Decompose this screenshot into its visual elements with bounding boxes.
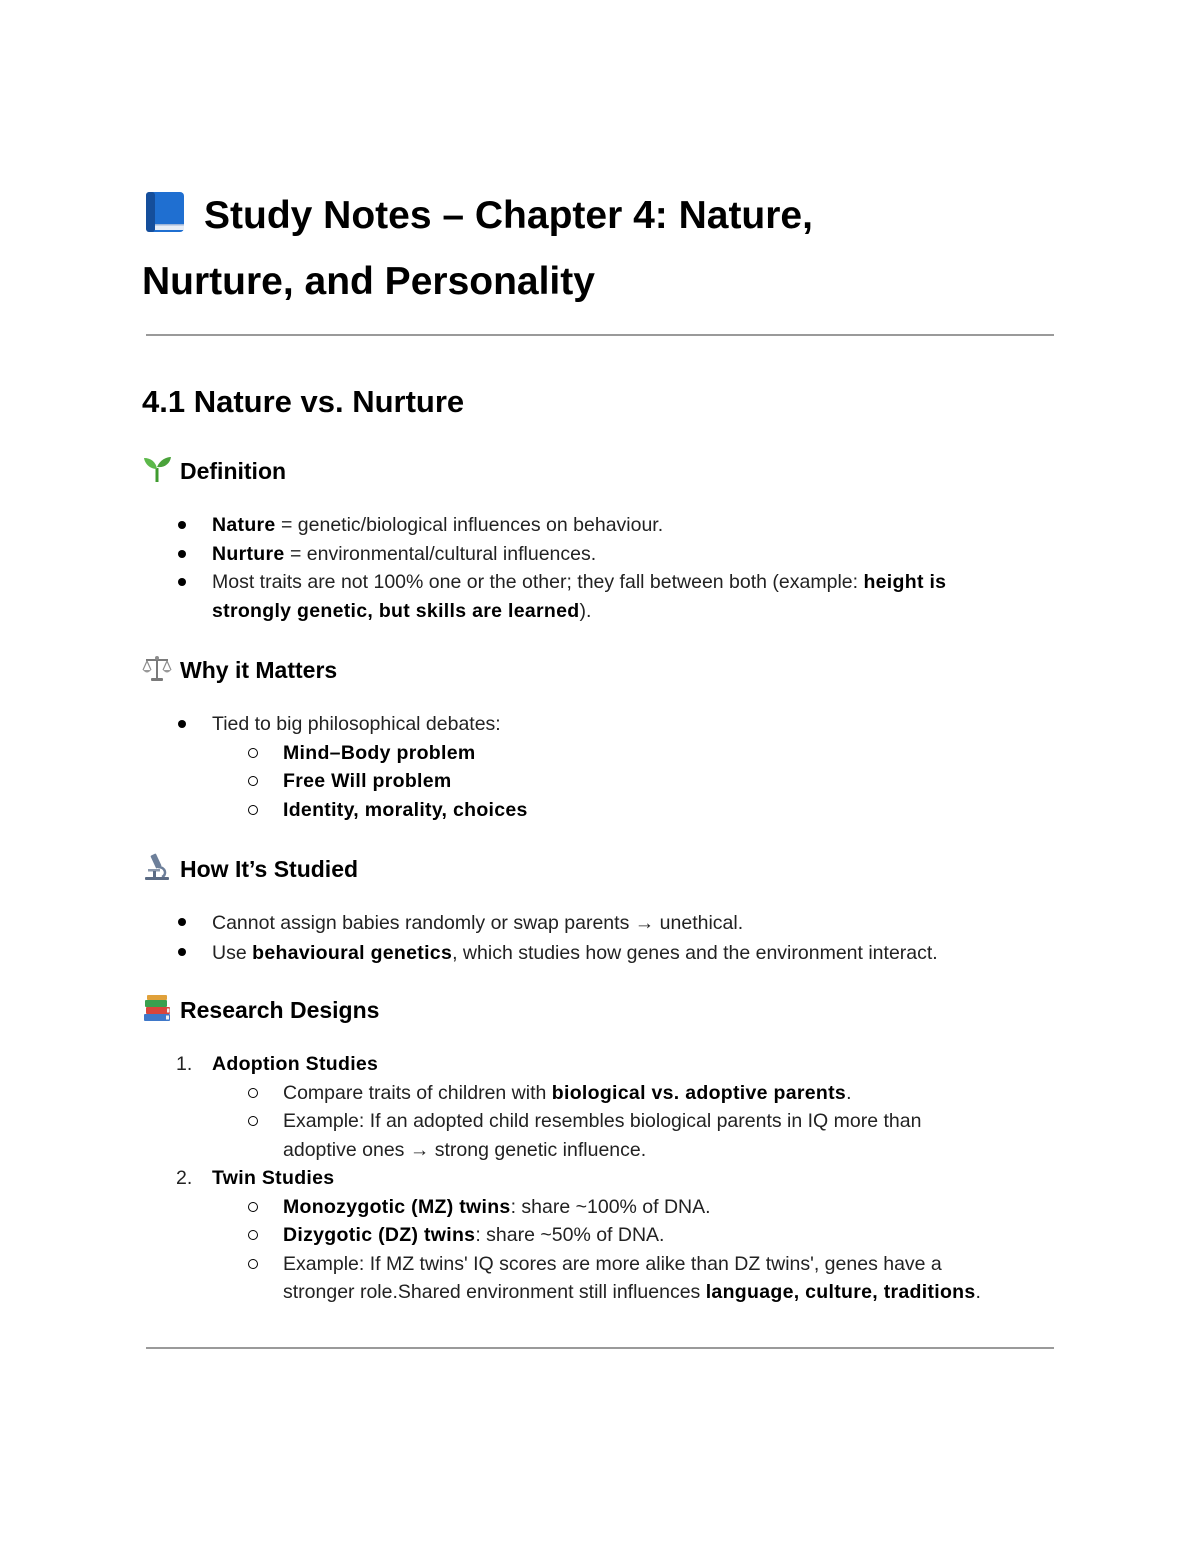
text: : share ~100% of DNA. bbox=[510, 1195, 711, 1218]
text: , which studies how genes and the environment interact. bbox=[452, 942, 938, 964]
list-subitem bbox=[142, 739, 1042, 768]
emphasis: height is bbox=[863, 571, 947, 593]
debate-item: Free Will problem bbox=[283, 770, 452, 792]
list-item bbox=[142, 908, 1042, 938]
bullet-dot bbox=[178, 720, 186, 728]
divider-top bbox=[146, 334, 1054, 336]
bullet-dot bbox=[178, 948, 186, 956]
bullet-dot bbox=[178, 918, 186, 926]
list-subitem bbox=[142, 1079, 1042, 1108]
divider-bottom bbox=[146, 1347, 1054, 1349]
how-studied-list bbox=[142, 908, 1042, 968]
title-line-2: Nurture, and Personality bbox=[142, 260, 595, 303]
research-designs-heading bbox=[142, 994, 379, 1025]
document-title-block bbox=[142, 186, 1054, 312]
text: stronger role.Shared environment still influences bbox=[283, 1281, 706, 1303]
item-number: 2. bbox=[176, 1167, 193, 1189]
emphasis: biological vs. adoptive parents bbox=[551, 1081, 847, 1104]
list-item bbox=[142, 511, 1042, 540]
term-nurture: Nurture bbox=[212, 542, 285, 565]
definition-text: = environmental/cultural influences. bbox=[284, 542, 597, 565]
how-studied-heading-text: How It’s Studied bbox=[180, 856, 359, 882]
seedling-icon bbox=[142, 455, 172, 483]
design-title: Adoption Studies bbox=[212, 1053, 379, 1075]
list-item bbox=[142, 710, 1042, 739]
bullet-circle bbox=[248, 1202, 258, 1212]
ordered-item bbox=[142, 1050, 1042, 1079]
emphasis: Dizygotic (DZ) twins bbox=[283, 1224, 476, 1246]
why-matters-list bbox=[142, 710, 1042, 824]
debate-item: Mind–Body problem bbox=[283, 741, 476, 764]
bullet-dot bbox=[178, 578, 186, 586]
list-subitem bbox=[142, 1221, 1042, 1250]
bullet-dot bbox=[178, 550, 186, 558]
list-subitem bbox=[142, 1193, 1042, 1222]
books-icon bbox=[142, 994, 172, 1022]
text: Example: If MZ twins' IQ scores are more alike than DZ twins', genes have a bbox=[283, 1252, 942, 1275]
list-item bbox=[142, 568, 1042, 625]
list-subitem bbox=[142, 1107, 1042, 1164]
ordered-item bbox=[142, 1164, 1042, 1193]
text: Use bbox=[212, 942, 253, 964]
bullet-circle bbox=[248, 1088, 258, 1098]
text: : share ~50% of DNA. bbox=[475, 1224, 665, 1246]
emphasis: strongly genetic, but skills are learned bbox=[212, 599, 580, 622]
item-number: 1. bbox=[176, 1053, 193, 1075]
text: ). bbox=[579, 599, 592, 622]
why-matters-heading-text: Why it Matters bbox=[180, 657, 338, 683]
definition-text: = genetic/biological influences on behaviour. bbox=[275, 514, 664, 536]
definition-list bbox=[142, 511, 1042, 625]
list-subitem bbox=[142, 1250, 1042, 1307]
section-heading: 4.1 Nature vs. Nurture bbox=[142, 384, 465, 419]
balance-scale-icon bbox=[142, 654, 172, 682]
emphasis: Monozygotic (MZ) twins bbox=[283, 1195, 511, 1218]
list-item bbox=[142, 540, 1042, 569]
design-title: Twin Studies bbox=[212, 1167, 335, 1189]
bullet-dot bbox=[178, 521, 186, 529]
text: Most traits are not 100% one or the other; they fall between both (example: bbox=[212, 571, 864, 593]
bullet-circle bbox=[248, 748, 258, 758]
definition-heading bbox=[142, 455, 286, 486]
text: . bbox=[846, 1081, 852, 1104]
research-designs-list bbox=[142, 1050, 1042, 1307]
debate-item: Identity, morality, choices bbox=[283, 798, 528, 821]
microscope-icon bbox=[142, 853, 172, 881]
text: Cannot assign babies randomly or swap parents → unethical. bbox=[212, 912, 744, 934]
bullet-circle bbox=[248, 1259, 258, 1269]
list-item bbox=[142, 938, 1042, 968]
text: Tied to big philosophical debates: bbox=[212, 713, 501, 735]
research-designs-heading-text: Research Designs bbox=[180, 997, 380, 1023]
term-nature: Nature bbox=[212, 514, 276, 536]
bullet-circle bbox=[248, 776, 258, 786]
why-matters-heading bbox=[142, 654, 337, 685]
text: Example: If an adopted child resembles biological parents in IQ more than bbox=[283, 1110, 922, 1132]
bullet-circle bbox=[248, 805, 258, 815]
text: Compare traits of children with bbox=[283, 1081, 552, 1104]
title-line-1: Study Notes – Chapter 4: Nature, bbox=[204, 194, 813, 237]
blue-book-icon bbox=[142, 190, 188, 252]
emphasis: behavioural genetics bbox=[252, 942, 453, 964]
list-subitem bbox=[142, 767, 1042, 796]
emphasis: language, culture, traditions bbox=[705, 1281, 976, 1303]
text: . bbox=[975, 1281, 981, 1303]
bullet-circle bbox=[248, 1230, 258, 1240]
how-studied-heading bbox=[142, 853, 358, 884]
page-title bbox=[142, 186, 1054, 312]
text: adoptive ones → strong genetic influence. bbox=[283, 1138, 647, 1161]
bullet-circle bbox=[248, 1116, 258, 1126]
list-subitem bbox=[142, 796, 1042, 825]
definition-heading-text: Definition bbox=[180, 458, 287, 484]
